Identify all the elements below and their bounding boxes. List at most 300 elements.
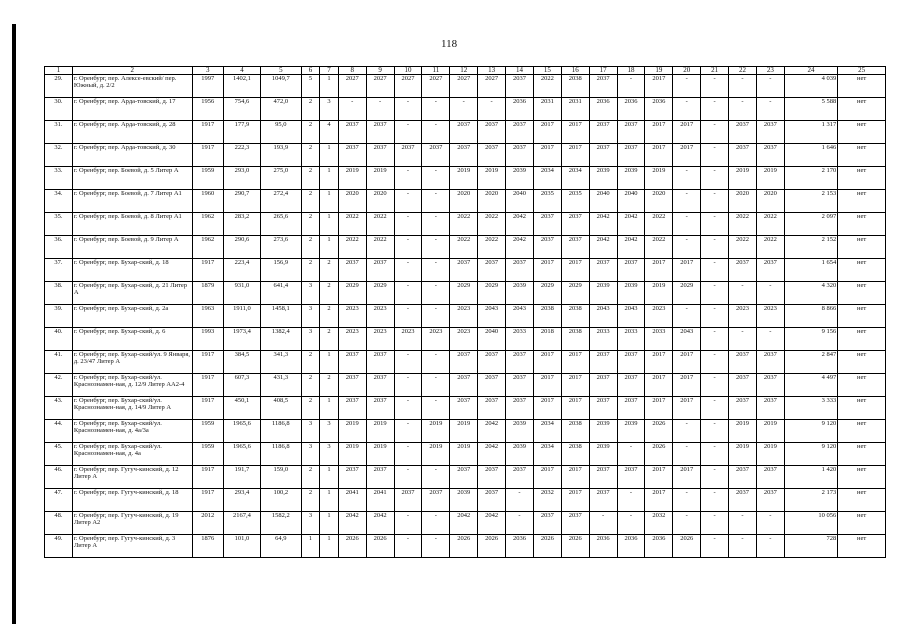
table-cell: 2026 xyxy=(645,443,673,466)
table-cell: 2038 xyxy=(561,75,589,98)
table-cell: 2017 xyxy=(645,351,673,374)
table-cell: 2023 xyxy=(338,305,366,328)
table-cell: 31. xyxy=(45,121,73,144)
table-cell: 2039 xyxy=(506,282,534,305)
table-cell: 2019 xyxy=(338,420,366,443)
table-cell: 49. xyxy=(45,535,73,558)
table-cell: 222,3 xyxy=(223,144,260,167)
address-cell: г. Оренбург, пер. Боевой, д. 8 Литер А1 xyxy=(72,213,192,236)
table-cell: 2019 xyxy=(729,420,757,443)
table-cell: 1973,4 xyxy=(223,328,260,351)
table-cell: 2020 xyxy=(366,190,394,213)
table-cell: - xyxy=(701,98,729,121)
table-cell: 2022 xyxy=(756,236,784,259)
table-cell: 3 xyxy=(320,420,339,443)
table-cell: 4 497 xyxy=(784,374,837,397)
table-cell: 2039 xyxy=(450,489,478,512)
table-cell: 2012 xyxy=(192,512,223,535)
table-cell: 2022 xyxy=(533,75,561,98)
table-cell: 2022 xyxy=(645,236,673,259)
column-number: 11 xyxy=(422,67,450,75)
table-cell: 2026 xyxy=(366,535,394,558)
table-cell: 2037 xyxy=(533,213,561,236)
table-cell: 2037 xyxy=(617,374,645,397)
table-row xyxy=(45,420,886,443)
table-cell: 101,0 xyxy=(223,535,260,558)
table-cell: 2022 xyxy=(450,213,478,236)
table-cell: 2022 xyxy=(338,236,366,259)
table-cell: 1917 xyxy=(192,466,223,489)
table-row xyxy=(45,213,886,236)
table-cell: 2017 xyxy=(673,259,701,282)
table-cell: 2037 xyxy=(366,374,394,397)
table-cell: 2037 xyxy=(533,512,561,535)
table-row xyxy=(45,75,886,98)
table-cell: 2037 xyxy=(756,466,784,489)
table-cell: 2 152 xyxy=(784,236,837,259)
table-cell: - xyxy=(422,397,450,420)
table-cell: 2037 xyxy=(450,351,478,374)
column-number: 23 xyxy=(756,67,784,75)
table-cell: 1582,2 xyxy=(261,512,302,535)
table-cell: 2034 xyxy=(533,167,561,190)
table-cell: - xyxy=(394,259,422,282)
table-cell: 2042 xyxy=(617,213,645,236)
table-cell: 2037 xyxy=(589,466,617,489)
table-cell: 2038 xyxy=(561,305,589,328)
table-cell: 2022 xyxy=(366,213,394,236)
table-cell: 2 xyxy=(301,259,320,282)
table-cell: - xyxy=(478,98,506,121)
table-cell: 2023 xyxy=(366,305,394,328)
table-cell: 2017 xyxy=(645,374,673,397)
table-cell: 2037 xyxy=(729,121,757,144)
table-cell: 1917 xyxy=(192,144,223,167)
table-cell: 2040 xyxy=(506,190,534,213)
table-cell: нет xyxy=(838,259,886,282)
table-cell: - xyxy=(701,305,729,328)
table-cell: нет xyxy=(838,144,886,167)
table-cell: 2 xyxy=(301,190,320,213)
table-cell: - xyxy=(450,98,478,121)
table-cell: 2034 xyxy=(533,443,561,466)
table-cell: 3 xyxy=(301,512,320,535)
table-cell: 2019 xyxy=(422,443,450,466)
table-cell: 2037 xyxy=(478,397,506,420)
table-cell: - xyxy=(617,75,645,98)
table-row xyxy=(45,282,886,305)
table-cell: 2036 xyxy=(617,535,645,558)
table-cell: 2034 xyxy=(561,167,589,190)
table-cell: 2019 xyxy=(450,167,478,190)
table-cell: 2017 xyxy=(645,75,673,98)
table-cell: 37. xyxy=(45,259,73,282)
table-row xyxy=(45,305,886,328)
table-cell: 1186,8 xyxy=(261,443,302,466)
table-cell: 293,4 xyxy=(223,489,260,512)
table-cell: 2019 xyxy=(366,443,394,466)
table-cell: 2042 xyxy=(366,512,394,535)
address-cell: г. Оренбург, пер. Боевой, д. 9 Литер А xyxy=(72,236,192,259)
table-cell: 2039 xyxy=(589,167,617,190)
table-cell: 2022 xyxy=(729,236,757,259)
table-cell: 2037 xyxy=(729,466,757,489)
table-cell: 2037 xyxy=(338,121,366,144)
address-cell: г. Оренбург, пер. Арда-товский, д. 28 xyxy=(72,121,192,144)
table-cell: 2037 xyxy=(729,397,757,420)
table-cell: 2039 xyxy=(506,420,534,443)
table-cell: 2029 xyxy=(673,282,701,305)
table-cell: 2029 xyxy=(533,282,561,305)
column-number: 4 xyxy=(223,67,260,75)
column-number: 18 xyxy=(617,67,645,75)
table-cell: - xyxy=(701,213,729,236)
table-cell: - xyxy=(394,98,422,121)
table-cell: - xyxy=(422,121,450,144)
table-cell: 2037 xyxy=(478,259,506,282)
table-cell: нет xyxy=(838,420,886,443)
table-cell: - xyxy=(673,213,701,236)
table-cell: 2037 xyxy=(756,259,784,282)
table-cell: 2019 xyxy=(756,167,784,190)
table-cell: 2037 xyxy=(450,374,478,397)
table-cell: нет xyxy=(838,98,886,121)
table-cell: 2029 xyxy=(338,282,366,305)
table-cell: 2019 xyxy=(756,420,784,443)
table-cell: - xyxy=(701,121,729,144)
table-row xyxy=(45,489,886,512)
table-cell: 2040 xyxy=(589,190,617,213)
table-cell: 2019 xyxy=(645,167,673,190)
table-cell: 2022 xyxy=(729,213,757,236)
table-cell: 2017 xyxy=(645,259,673,282)
table-row xyxy=(45,512,886,535)
table-cell: 2 xyxy=(301,98,320,121)
table-cell: 2042 xyxy=(589,236,617,259)
column-number: 16 xyxy=(561,67,589,75)
table-cell: 2037 xyxy=(589,374,617,397)
table-cell: 1911,0 xyxy=(223,305,260,328)
column-number: 24 xyxy=(784,67,837,75)
table-cell: 2 xyxy=(301,374,320,397)
table-cell: 2043 xyxy=(506,305,534,328)
table-row xyxy=(45,259,886,282)
table-cell: 1917 xyxy=(192,489,223,512)
table-cell: 2023 xyxy=(366,328,394,351)
table-cell: - xyxy=(701,167,729,190)
table-cell: 2036 xyxy=(589,535,617,558)
table-cell: 2043 xyxy=(589,305,617,328)
table-cell: 2042 xyxy=(506,213,534,236)
table-cell: 2042 xyxy=(478,443,506,466)
table-cell: 2037 xyxy=(729,489,757,512)
table-cell: 32. xyxy=(45,144,73,167)
table-cell: 272,4 xyxy=(261,190,302,213)
table-cell: - xyxy=(701,466,729,489)
table-cell: 2022 xyxy=(366,236,394,259)
table-cell: 2 xyxy=(320,259,339,282)
table-cell: 2037 xyxy=(756,121,784,144)
table-cell: 290,7 xyxy=(223,190,260,213)
table-cell: 2019 xyxy=(338,443,366,466)
column-number: 6 xyxy=(301,67,320,75)
page-number: 118 xyxy=(441,38,458,50)
table-cell: - xyxy=(422,305,450,328)
table-cell: 2 xyxy=(301,466,320,489)
table-cell: 2037 xyxy=(338,397,366,420)
table-cell: 1997 xyxy=(192,75,223,98)
table-cell: 2026 xyxy=(338,535,366,558)
table-cell: 2038 xyxy=(561,328,589,351)
table-cell: 2040 xyxy=(478,328,506,351)
table-cell: 223,4 xyxy=(223,259,260,282)
table-cell: 36. xyxy=(45,236,73,259)
header-row xyxy=(45,67,886,75)
table-cell: - xyxy=(394,351,422,374)
table-cell: нет xyxy=(838,282,886,305)
table-cell: 2037 xyxy=(617,466,645,489)
table-cell: 2042 xyxy=(506,236,534,259)
table-cell: - xyxy=(701,75,729,98)
table-cell: 1965,6 xyxy=(223,420,260,443)
table-cell: 2042 xyxy=(338,512,366,535)
table-cell: 2023 xyxy=(645,305,673,328)
table-cell: - xyxy=(673,75,701,98)
table-row xyxy=(45,236,886,259)
table-cell: 1382,4 xyxy=(261,328,302,351)
table-cell: нет xyxy=(838,466,886,489)
table-cell: 2037 xyxy=(756,397,784,420)
table-cell: 2 xyxy=(301,213,320,236)
table-cell: 1960 xyxy=(192,190,223,213)
table-cell: 2 xyxy=(320,305,339,328)
table-cell: - xyxy=(729,535,757,558)
table-cell: 1 xyxy=(320,466,339,489)
column-number: 9 xyxy=(366,67,394,75)
table-cell: 2042 xyxy=(617,236,645,259)
table-cell: - xyxy=(394,397,422,420)
table-row xyxy=(45,98,886,121)
table-cell: 2037 xyxy=(589,259,617,282)
table-cell: нет xyxy=(838,535,886,558)
table-cell: 2 xyxy=(301,167,320,190)
table-cell: - xyxy=(673,420,701,443)
address-cell: г. Оренбург, пер. Бухар-ский, д. 18 xyxy=(72,259,192,282)
table-cell: 2 xyxy=(320,328,339,351)
address-cell: г. Оренбург, пер. Гугуч-кинский, д. 19 Литер А2 xyxy=(72,512,192,535)
table-cell: 2023 xyxy=(450,305,478,328)
table-cell: - xyxy=(422,351,450,374)
table-cell: - xyxy=(729,512,757,535)
table-cell: 2041 xyxy=(366,489,394,512)
table-cell: 2017 xyxy=(645,489,673,512)
table-cell: 2019 xyxy=(729,443,757,466)
table-cell: - xyxy=(701,144,729,167)
table-cell: 177,9 xyxy=(223,121,260,144)
table-cell: 1 420 xyxy=(784,466,837,489)
table-cell: 2017 xyxy=(533,466,561,489)
table-cell: 2017 xyxy=(673,466,701,489)
table-cell: 2037 xyxy=(394,489,422,512)
table-row xyxy=(45,351,886,374)
table-cell: 2022 xyxy=(756,213,784,236)
column-number: 22 xyxy=(729,67,757,75)
table-cell: - xyxy=(422,512,450,535)
table-cell: - xyxy=(673,489,701,512)
table-cell: 3 xyxy=(301,443,320,466)
table-cell: - xyxy=(422,98,450,121)
table-cell: - xyxy=(729,98,757,121)
table-cell: 2 xyxy=(301,236,320,259)
table-cell: 1 317 xyxy=(784,121,837,144)
table-cell: 2020 xyxy=(756,190,784,213)
table-cell: 2040 xyxy=(617,190,645,213)
table-cell: 1959 xyxy=(192,443,223,466)
address-cell: г. Оренбург, пер. Гугуч-кинский, д. 3 Литер А xyxy=(72,535,192,558)
table-cell: 2 097 xyxy=(784,213,837,236)
column-number: 5 xyxy=(261,67,302,75)
table-cell: 2037 xyxy=(478,489,506,512)
table-cell: - xyxy=(366,98,394,121)
address-cell: г. Оренбург, пер. Бухар-ский/ул. Краснознамен-ная, д. 4а xyxy=(72,443,192,466)
table-cell: 2 847 xyxy=(784,351,837,374)
table-cell: - xyxy=(394,305,422,328)
table-cell: 2017 xyxy=(561,466,589,489)
table-cell: 2037 xyxy=(422,489,450,512)
table-cell: 2037 xyxy=(506,121,534,144)
table-cell: 450,1 xyxy=(223,397,260,420)
table-cell: 191,7 xyxy=(223,466,260,489)
table-cell: 2026 xyxy=(533,535,561,558)
column-number: 13 xyxy=(478,67,506,75)
table-cell: 9 120 xyxy=(784,420,837,443)
table-cell: 2037 xyxy=(394,144,422,167)
table-cell: - xyxy=(617,443,645,466)
table-cell: 2037 xyxy=(729,259,757,282)
table-cell: 30. xyxy=(45,98,73,121)
table-cell: - xyxy=(617,489,645,512)
table-cell: 2017 xyxy=(561,397,589,420)
table-cell: 2037 xyxy=(506,75,534,98)
column-number: 25 xyxy=(838,67,886,75)
table-cell: 2037 xyxy=(478,144,506,167)
table-cell: 2037 xyxy=(756,351,784,374)
table-cell: 159,0 xyxy=(261,466,302,489)
table-cell: 2037 xyxy=(756,144,784,167)
table-cell: 5 588 xyxy=(784,98,837,121)
address-cell: г. Оренбург, пер. Бухар-ский, д. 6 xyxy=(72,328,192,351)
table-cell: - xyxy=(422,282,450,305)
table-cell: 2037 xyxy=(506,374,534,397)
table-cell: 29. xyxy=(45,75,73,98)
table-cell: 156,9 xyxy=(261,259,302,282)
table-cell: 33. xyxy=(45,167,73,190)
table-cell: 2017 xyxy=(645,397,673,420)
table-cell: - xyxy=(701,259,729,282)
table-cell: нет xyxy=(838,328,886,351)
table-cell: 283,2 xyxy=(223,213,260,236)
table-cell: 41. xyxy=(45,351,73,374)
table-cell: 2022 xyxy=(478,236,506,259)
column-number: 15 xyxy=(533,67,561,75)
table-cell: 2037 xyxy=(478,374,506,397)
table-cell: 2037 xyxy=(589,489,617,512)
table-cell: 2017 xyxy=(673,374,701,397)
table-cell: - xyxy=(756,75,784,98)
table-cell: 2037 xyxy=(506,259,534,282)
column-number: 2 xyxy=(72,67,192,75)
table-cell: 2037 xyxy=(756,489,784,512)
table-cell: - xyxy=(701,443,729,466)
table-cell: 3 xyxy=(301,282,320,305)
table-cell: нет xyxy=(838,305,886,328)
table-cell: 2 xyxy=(301,144,320,167)
table-cell: 2037 xyxy=(422,144,450,167)
table-cell: 2 xyxy=(301,489,320,512)
table-cell: нет xyxy=(838,213,886,236)
table-cell: - xyxy=(729,328,757,351)
table-cell: - xyxy=(394,466,422,489)
table-cell: 42. xyxy=(45,374,73,397)
table-cell: 2017 xyxy=(645,144,673,167)
table-cell: 2017 xyxy=(561,121,589,144)
table-cell: 2035 xyxy=(533,190,561,213)
table-cell: 2037 xyxy=(561,236,589,259)
table-cell: 2017 xyxy=(533,121,561,144)
column-number: 7 xyxy=(320,67,339,75)
table-cell: 2037 xyxy=(450,397,478,420)
address-cell: г. Оренбург, пер. Бухар-ский, д. 21 Литер А xyxy=(72,282,192,305)
table-cell: 607,3 xyxy=(223,374,260,397)
table-cell: 47. xyxy=(45,489,73,512)
table-cell: 2037 xyxy=(338,144,366,167)
table-cell: 2026 xyxy=(673,535,701,558)
table-cell: - xyxy=(673,190,701,213)
table-cell: 45. xyxy=(45,443,73,466)
table-cell: - xyxy=(422,259,450,282)
table-cell: - xyxy=(394,190,422,213)
table-cell: 2037 xyxy=(338,351,366,374)
table-cell: 2027 xyxy=(450,75,478,98)
table-cell: 2034 xyxy=(533,420,561,443)
table-cell: 2035 xyxy=(561,190,589,213)
table-cell: нет xyxy=(838,167,886,190)
table-cell: 2017 xyxy=(561,374,589,397)
table-cell: 2022 xyxy=(450,236,478,259)
table-cell: 64,9 xyxy=(261,535,302,558)
address-cell: г. Оренбург, пер. Гугуч-кинский, д. 12 Литер А xyxy=(72,466,192,489)
table-cell: 2037 xyxy=(506,397,534,420)
table-cell: 408,5 xyxy=(261,397,302,420)
table-cell: - xyxy=(729,75,757,98)
page-edge-bar xyxy=(12,24,16,624)
table-cell: 2017 xyxy=(645,121,673,144)
table-cell: 1 xyxy=(320,236,339,259)
table-cell: 2 xyxy=(301,397,320,420)
table-cell: 1402,1 xyxy=(223,75,260,98)
table-cell: 1 646 xyxy=(784,144,837,167)
table-cell: 1186,8 xyxy=(261,420,302,443)
table-cell: 2036 xyxy=(645,535,673,558)
table-cell: нет xyxy=(838,374,886,397)
table-cell: 2026 xyxy=(478,535,506,558)
table-cell: - xyxy=(756,535,784,558)
table-cell: - xyxy=(701,535,729,558)
table-cell: 2017 xyxy=(533,351,561,374)
table-cell: 2043 xyxy=(478,305,506,328)
table-cell: 1956 xyxy=(192,98,223,121)
table-cell: 2037 xyxy=(756,374,784,397)
